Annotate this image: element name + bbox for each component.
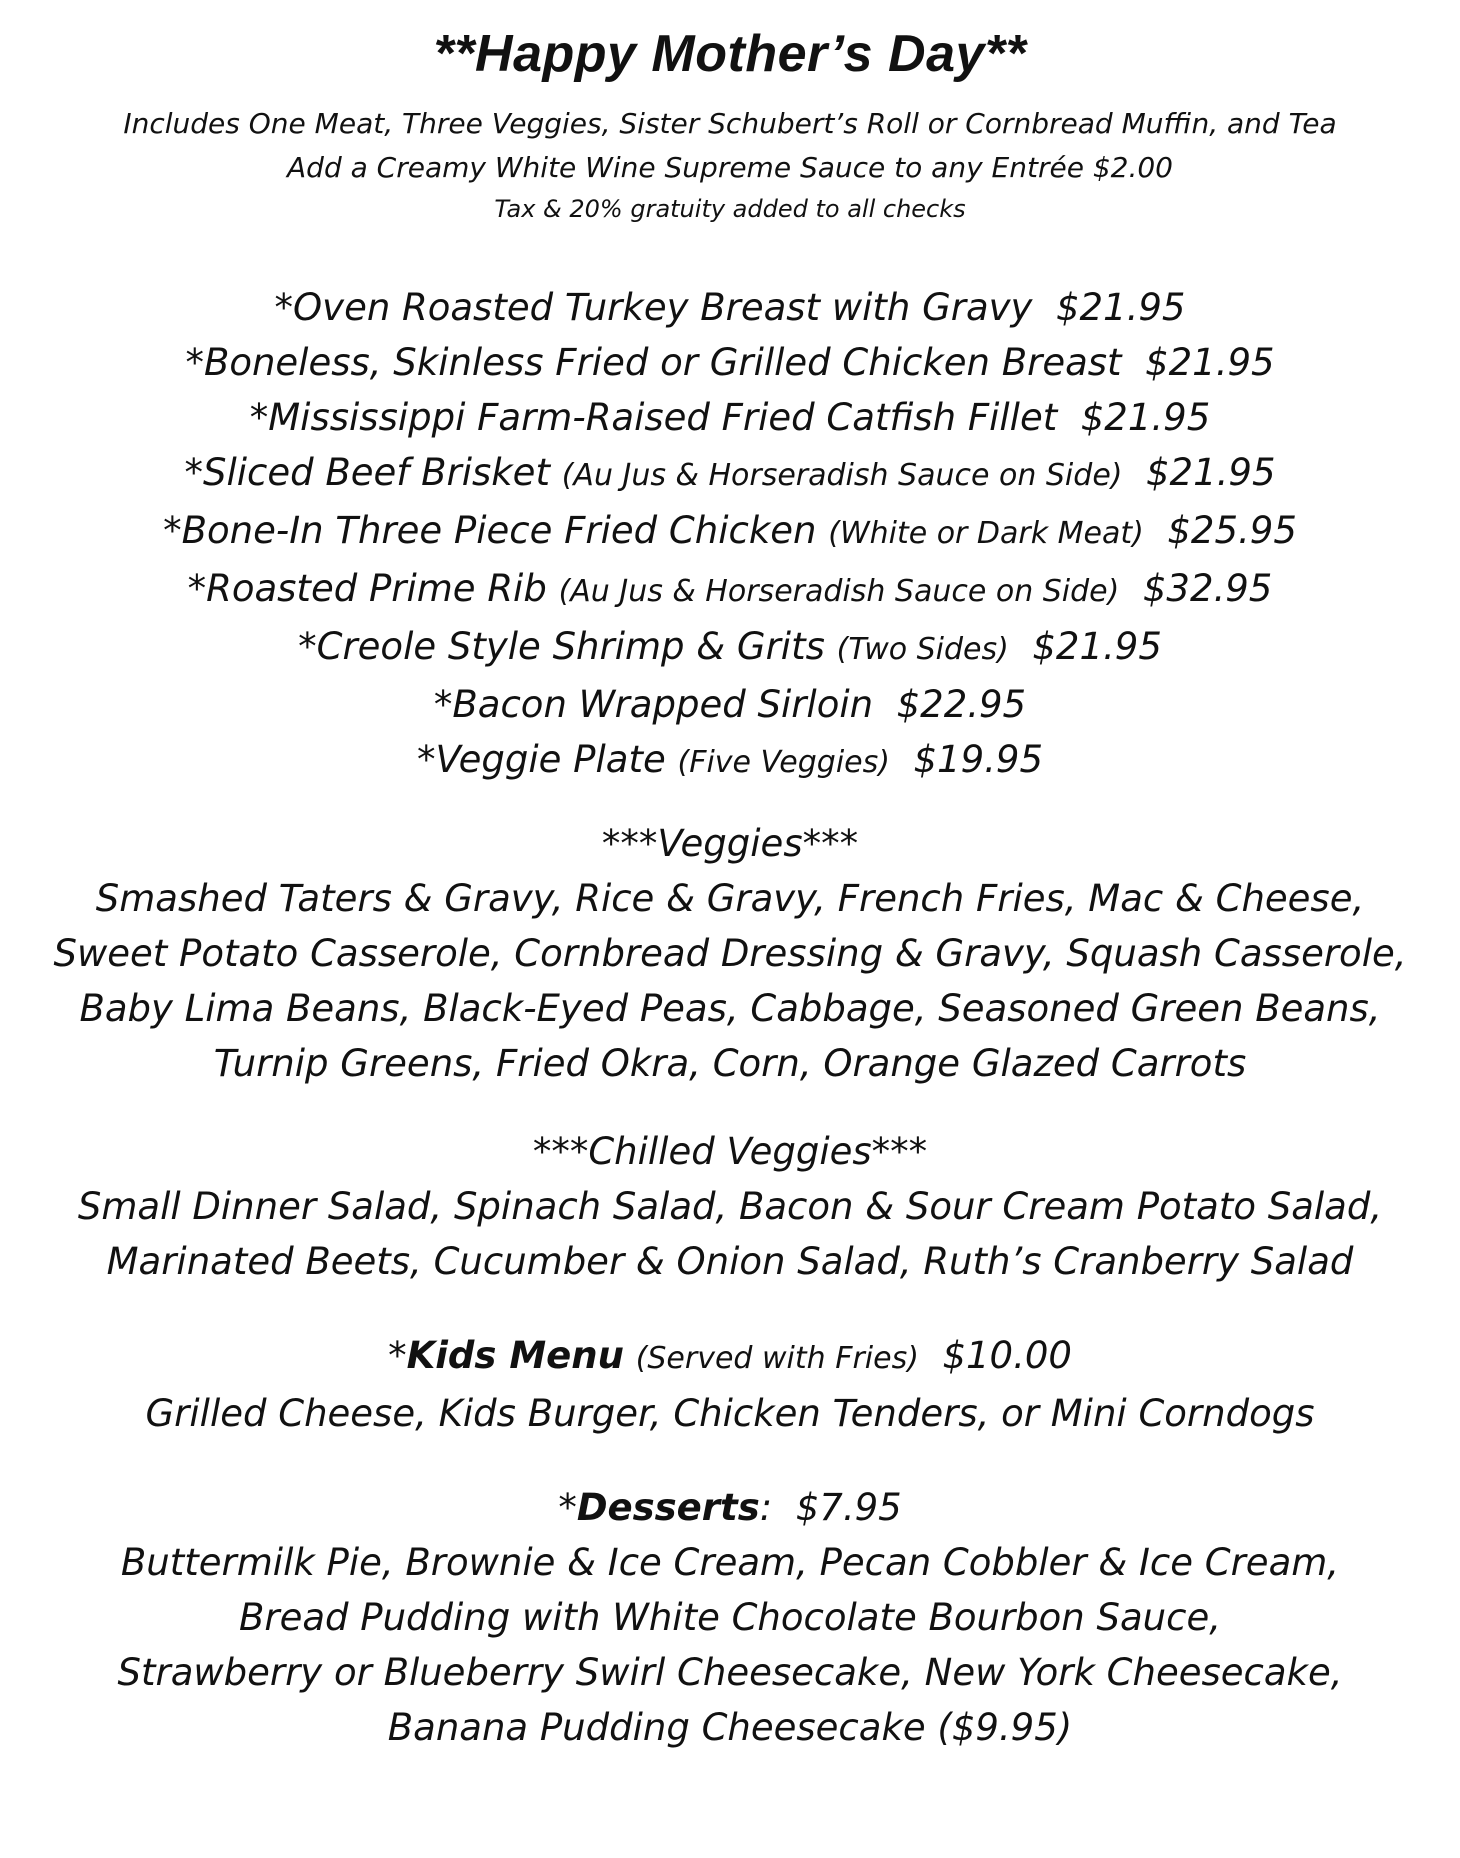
desserts-star: * <box>558 1486 577 1529</box>
kids-menu-heading <box>0 1328 1460 1386</box>
kids-menu-section <box>0 1328 1460 1441</box>
entree-item <box>0 677 1460 732</box>
entree-name: *Roasted Prime Rib <box>187 567 547 610</box>
entree-item <box>0 280 1460 335</box>
desserts-line: Banana Pudding Cheesecake ($9.95) <box>387 1706 1073 1749</box>
entree-name: *Bone-In Three Piece Fried Chicken <box>163 509 817 552</box>
entree-name: *Creole Style Shrimp & Grits <box>298 625 825 668</box>
entree-name: *Sliced Beef Brisket <box>184 451 550 494</box>
kids-menu-note: (Served with Fries) <box>635 1341 919 1376</box>
entree-price: $22.95 <box>896 683 1027 726</box>
veggies-line: Smashed Taters & Gravy, Rice & Gravy, French Fries, Mac & Cheese, <box>95 877 1365 920</box>
entree-item <box>0 619 1460 677</box>
kids-menu-star: * <box>388 1334 407 1377</box>
entree-price: $21.95 <box>1080 396 1211 439</box>
entree-price: $21.95 <box>1032 625 1162 668</box>
entree-name: *Bacon Wrapped Sirloin <box>433 683 874 726</box>
kids-menu-price: $10.00 <box>942 1334 1072 1377</box>
veggies-heading: ***Veggies*** <box>601 822 859 865</box>
entree-price: $25.95 <box>1167 509 1297 552</box>
desserts-heading <box>0 1480 1460 1535</box>
entree-price: $21.95 <box>1145 341 1275 384</box>
chilled-veggies-heading: ***Chilled Veggies*** <box>532 1130 928 1173</box>
desserts-line: Buttermilk Pie, Brownie & Ice Cream, Pecan Cobbler & Ice Cream, <box>120 1541 1340 1584</box>
intro-line-includes: Includes One Meat, Three Veggies, Sister Schubert’s Roll or Cornbread Muffin, and Tea <box>123 107 1337 140</box>
kids-menu-label: Kids Menu <box>406 1334 624 1377</box>
entree-price: $32.95 <box>1142 567 1273 610</box>
entree-note: (Au Jus & Horseradish Sauce on Side) <box>561 458 1123 493</box>
kids-menu-items: Grilled Cheese, Kids Burger, Chicken Tenders, or Mini Corndogs <box>145 1392 1315 1435</box>
entree-name: *Veggie Plate <box>417 738 666 781</box>
chilled-veggies-line: Marinated Beets, Cucumber & Onion Salad, Ruth’s Cranberry Salad <box>106 1240 1354 1283</box>
entree-list <box>0 280 1460 790</box>
intro-line-sauce: Add a Creamy White Wine Supreme Sauce to any Entrée $2.00 <box>287 151 1173 184</box>
intro-line-tax: Tax & 20% gratuity added to all checks <box>494 195 966 223</box>
entree-price: $21.95 <box>1146 451 1276 494</box>
entree-item <box>0 335 1460 390</box>
veggies-section <box>0 816 1460 1091</box>
entree-item <box>0 503 1460 561</box>
entree-name: *Mississippi Farm-Raised Fried Catfish Fillet <box>249 396 1058 439</box>
menu-intro <box>0 102 1460 228</box>
desserts-label: Desserts <box>576 1486 760 1529</box>
chilled-veggies-section <box>0 1124 1460 1289</box>
veggies-line: Turnip Greens, Fried Okra, Corn, Orange Glazed Carrots <box>213 1042 1247 1085</box>
desserts-separator: : <box>759 1486 773 1529</box>
entree-note: (Five Veggies) <box>677 745 890 780</box>
entree-price: $19.95 <box>913 738 1043 781</box>
desserts-price: $7.95 <box>795 1486 902 1529</box>
page-title: **Happy Mother’s Day** <box>433 25 1027 83</box>
desserts-line: Strawberry or Blueberry Swirl Cheesecake, New York Cheesecake, <box>117 1651 1343 1694</box>
entree-name: *Oven Roasted Turkey Breast with Gravy <box>274 286 1033 329</box>
desserts-line: Bread Pudding with White Chocolate Bourbon Sauce, <box>239 1596 1221 1639</box>
entree-name: *Boneless, Skinless Fried or Grilled Chicken Breast <box>185 341 1122 384</box>
chilled-veggies-line: Small Dinner Salad, Spinach Salad, Bacon & Sour Cream Potato Salad, <box>77 1185 1383 1228</box>
entree-item <box>0 561 1460 619</box>
entree-item <box>0 390 1460 445</box>
desserts-section <box>0 1480 1460 1755</box>
veggies-line: Sweet Potato Casserole, Cornbread Dressing & Gravy, Squash Casserole, <box>53 932 1407 975</box>
entree-price: $21.95 <box>1055 286 1186 329</box>
entree-note: (Au Jus & Horseradish Sauce on Side) <box>558 574 1120 609</box>
veggies-line: Baby Lima Beans, Black-Eyed Peas, Cabbage, Seasoned Green Beans, <box>79 987 1381 1030</box>
entree-item <box>0 445 1460 503</box>
entree-note: (White or Dark Meat) <box>828 516 1144 551</box>
entree-item <box>0 732 1460 790</box>
entree-note: (Two Sides) <box>836 632 1009 667</box>
